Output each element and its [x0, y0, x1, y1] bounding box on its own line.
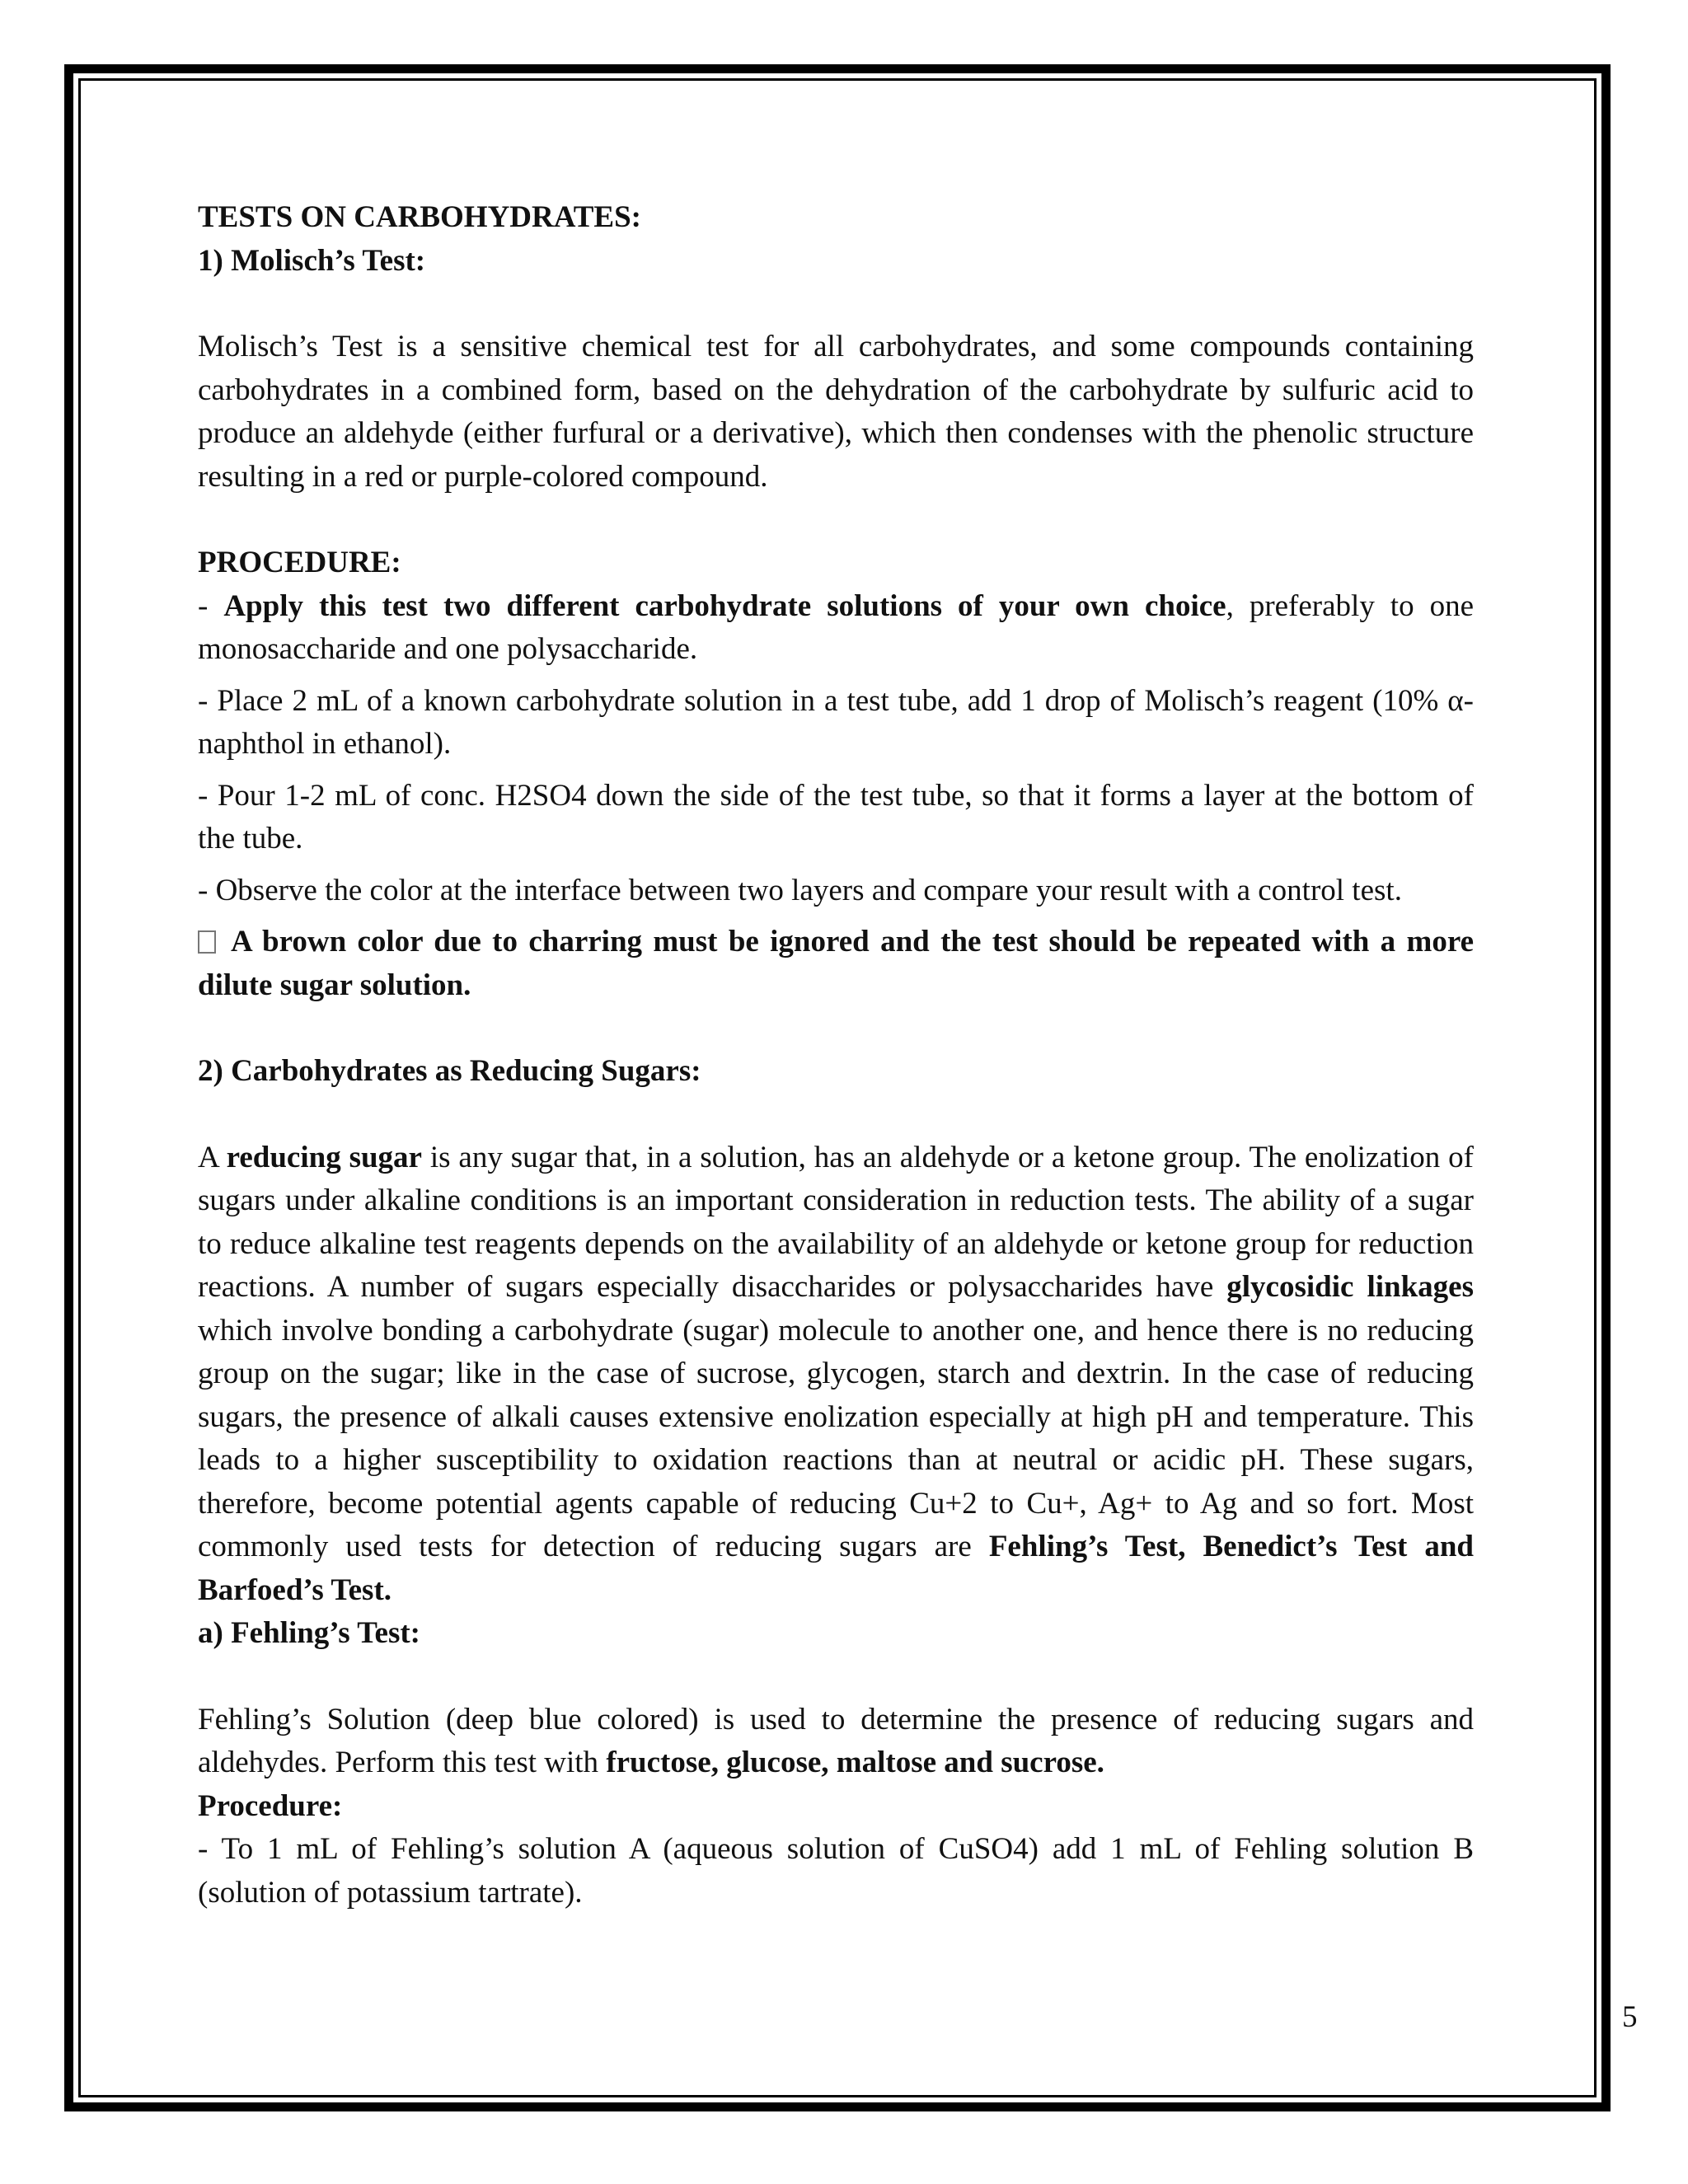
page-number: 5: [1622, 2000, 1638, 2034]
molisch-intro: Molisch’s Test is a sensitive chemical test for all carbohydrates, and some compounds containing carbohydrates in a combined form, based on the dehydration of the carbohydrate by sulfuric acid to produce an aldehyde (either furfural or a derivative), which then condenses with the phenolic structure resulting in a red or purple-colored compound.: [198, 330, 1474, 494]
reducing-sugars-heading: 2) Carbohydrates as Reducing Sugars:: [198, 1054, 701, 1088]
text-run: A: [198, 1140, 227, 1174]
procedure-step-4: - Observe the color at the interface between two layers and compare your result with a control test.: [198, 873, 1402, 907]
molisch-heading: 1) Molisch’s Test:: [198, 243, 426, 278]
spacer: [198, 1007, 1474, 1050]
text-run: which involve bonding a carbohydrate (sugar) molecule to another one, and hence there is no reducing group on the sugar; like in the case of sucrose, glycogen, starch and dextrin. In the case of reducing sugars, the presence of alkali causes extensive enolization especially at high pH and temperature. This leads to a higher susceptibility to oxidation reactions than at neutral or acidic pH. These sugars, therefore, become potential agents capable of reducing Cu+2 to Cu+, Ag+ to Ag and so fort. Most commonly used tests for detection of reducing sugars are: [198, 1313, 1474, 1563]
procedure-step-3: - Pour 1-2 mL of conc. H2SO4 down the side of the test tube, so that it forms a layer at the bottom of the tube.: [198, 778, 1474, 855]
fehling-sugars: fructose, glucose, maltose and sucrose.: [606, 1746, 1104, 1779]
fehling-procedure-heading: Procedure:: [198, 1788, 343, 1823]
procedure-step-2: - Place 2 mL of a known carbohydrate solution in a test tube, add 1 drop of Molisch’s reagent (10% α-naphthol in ethanol).: [198, 683, 1474, 761]
step-1-rest: , preferably to one monosaccharide and one polysaccharide.: [198, 588, 1475, 666]
fehling-step-1: - To 1 mL of Fehling’s solution A (aqueous solution of CuSO4) add 1 mL of Fehling solution B (solution of potassium tartrate).: [198, 1832, 1474, 1910]
text-run: Fehling’s Solution (deep blue colored) is used to determine the presence of reducing sugars and aldehydes. Perform this test with: [198, 1702, 1474, 1779]
procedure-heading: PROCEDURE:: [198, 546, 401, 579]
fehling-heading: a) Fehling’s Test:: [198, 1616, 420, 1650]
spacer: [198, 1094, 1474, 1137]
step-1-emphasis: Apply this test two different carbohydrate solutions of your own choice: [223, 588, 1226, 623]
spacer: [198, 912, 1474, 921]
missing-glyph-box-icon: [198, 930, 216, 954]
section-title: TESTS ON CARBOHYDRATES:: [198, 200, 641, 234]
tests-list: Fehling’s Test, Benedict’s Test and Barfoed’s Test.: [198, 1530, 1474, 1607]
warning-text: A brown color due to charring must be ignored and the test should be repeated with a more dilute sugar solution.: [198, 925, 1474, 1002]
spacer: [198, 766, 1474, 775]
term-glycosidic-linkages: glycosidic linkages: [1226, 1270, 1474, 1304]
spacer: [198, 672, 1474, 680]
spacer: [198, 861, 1474, 869]
text-run: is any sugar that, in a solution, has an aldehyde or a ketone group. The enolization of sugars under alkaline conditions is an important consideration in reduction tests. The ability of a sugar to reduce alkaline test reagents depends on the availability of an aldehyde or ketone group for reduction reactions. A number of sugars especially disaccharides or polysaccharides have: [198, 1140, 1474, 1304]
procedure-step-1: [198, 585, 1474, 672]
spacer: [198, 499, 1474, 541]
step-dash: -: [198, 588, 224, 623]
reducing-sugars-paragraph: [198, 1137, 1474, 1613]
document-body: [198, 196, 1474, 1915]
spacer: [198, 283, 1474, 326]
spacer: [198, 1656, 1474, 1699]
warning-note: [198, 921, 1474, 1007]
fehling-paragraph: [198, 1699, 1474, 1785]
term-reducing-sugar: reducing sugar: [226, 1140, 422, 1174]
